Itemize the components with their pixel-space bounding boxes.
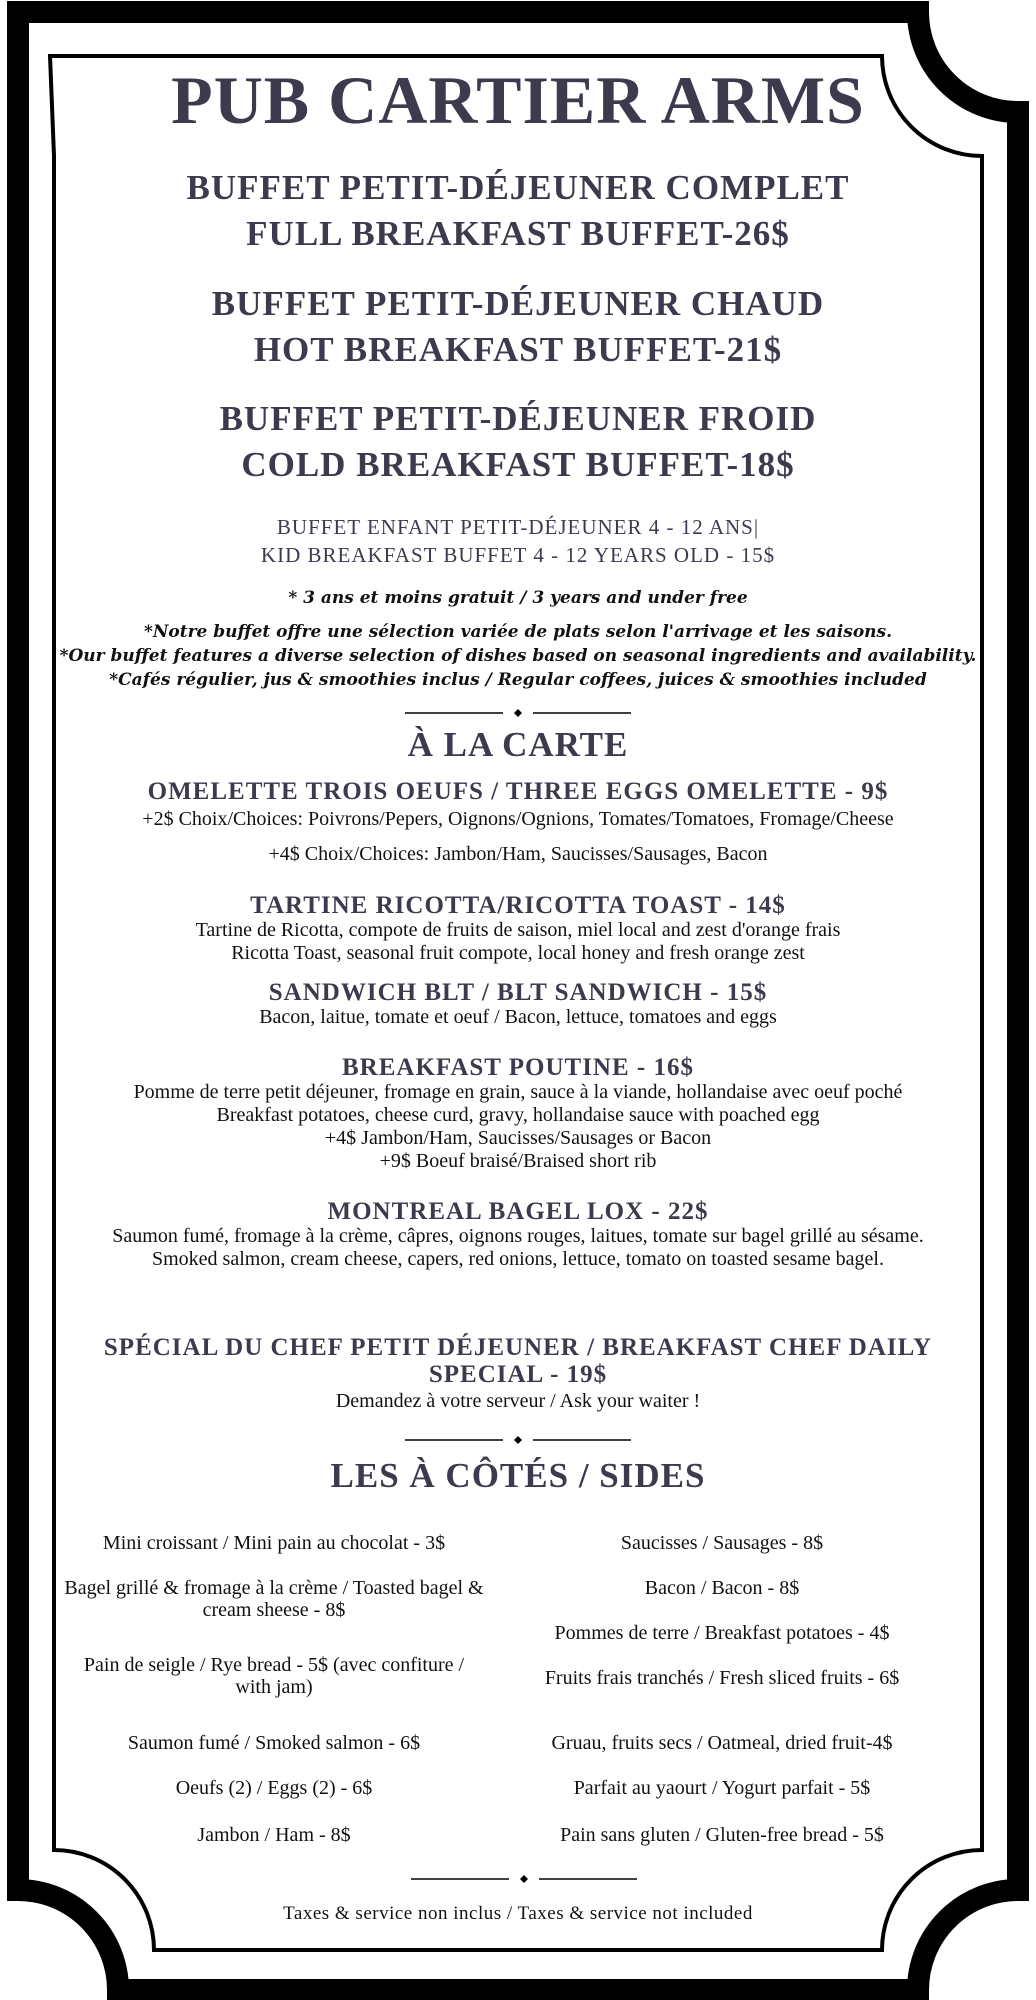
side-item: Mini croissant / Mini pain au chocolat - 3$ [102, 1532, 446, 1554]
menu-item-title: TARTINE RICOTTA/RICOTTA TOAST - 14$ [250, 892, 786, 919]
side-item: Fruits frais tranchés / Fresh sliced fruits - 6$ [544, 1667, 900, 1689]
menu-item-title: BREAKFAST POUTINE - 16$ [342, 1054, 694, 1081]
menu-item-blt [40, 979, 996, 1029]
side-item: Gruau, fruits secs / Oatmeal, dried fruit-4$ [551, 1732, 893, 1754]
side-item: Pommes de terre / Breakfast potatoes - 4$ [554, 1622, 890, 1644]
free-note: * 3 ans et moins gratuit / 3 years and under free [288, 588, 748, 608]
menu-item-desc: +9$ Boeuf braisé/Braised short rib [379, 1150, 657, 1172]
menu-item-title: OMELETTE TROIS OEUFS / THREE EGGS OMELETTE - 9$ [147, 778, 889, 805]
buffet-cold-en: COLD BREAKFAST BUFFET-18$ [241, 445, 795, 484]
menu-item-desc: Breakfast potatoes, cheese curd, gravy, hollandaise sauce with poached egg [216, 1104, 820, 1126]
footer-tax-note: Taxes & service non inclus / Taxes & service not included [283, 1903, 753, 1924]
menu-item-desc: Tartine de Ricotta, compote de fruits de saison, miel local and zest d'orange frais [195, 919, 841, 941]
menu-item-desc: Pomme de terre petit déjeuner, fromage en grain, sauce à la viande, hollandaise avec oeuf poché [133, 1081, 903, 1103]
buffet-note-line: *Our buffet features a diverse selection of dishes based on seasonal ingredients and availability. [59, 646, 977, 666]
side-item: Jambon / Ham - 8$ [197, 1824, 351, 1846]
buffet-complete-en: FULL BREAKFAST BUFFET-26$ [246, 214, 790, 253]
menu-item-desc: Saumon fumé, fromage à la crème, câpres, oignons rouges, laitues, tomate sur bagel grillé au sésame. [112, 1225, 924, 1247]
menu-item-desc: Demandez à votre serveur / Ask your waiter ! [335, 1390, 701, 1412]
buffet-cold [40, 396, 996, 488]
menu-item-title: MONTREAL BAGEL LOX - 22$ [327, 1198, 709, 1225]
kid-buffet-en: KID BREAKFAST BUFFET 4 - 12 YEARS OLD - 15$ [260, 543, 776, 567]
side-item: Saumon fumé / Smoked salmon - 6$ [127, 1732, 421, 1754]
buffet-complete-fr: BUFFET PETIT-DÉJEUNER COMPLET [186, 168, 850, 207]
buffet-cold-fr: BUFFET PETIT-DÉJEUNER FROID [219, 399, 817, 438]
menu-item-omelette [40, 778, 996, 866]
sides-heading: LES À CÔTÉS / SIDES [330, 1456, 706, 1495]
kid-buffet-fr: BUFFET ENFANT PETIT-DÉJEUNER 4 - 12 ANS| [276, 515, 760, 539]
buffet-complete [40, 165, 996, 257]
ornament-divider [405, 707, 631, 719]
kid-buffet [40, 513, 996, 569]
menu-item-chef-special [40, 1334, 996, 1413]
menu-item-title: SPÉCIAL DU CHEF PETIT DÉJEUNER / BREAKFAST CHEF DAILY SPECIAL - 19$ [103, 1334, 933, 1388]
menu-item-desc: Smoked salmon, cream cheese, capers, red onions, lettuce, tomato on toasted sesame bagel. [152, 1248, 884, 1270]
a-la-carte-heading: À LA CARTE [407, 725, 629, 764]
buffet-notes [40, 620, 996, 692]
ornament-divider [405, 1434, 631, 1446]
buffet-hot [40, 281, 996, 373]
menu-item-bagel-lox [40, 1198, 996, 1271]
side-item: Bacon / Bacon - 8$ [644, 1577, 800, 1599]
menu-item-title: SANDWICH BLT / BLT SANDWICH - 15$ [268, 979, 768, 1006]
side-item: Pain de seigle / Rye bread - 5$ (avec confiture / with jam) [83, 1654, 465, 1698]
menu-item-desc: +4$ Jambon/Ham, Saucisses/Sausages or Bacon [324, 1127, 712, 1149]
menu-item-desc: Bacon, laitue, tomate et oeuf / Bacon, lettuce, tomatoes and eggs [259, 1006, 777, 1028]
menu-item-ricotta-toast [40, 892, 996, 965]
buffet-hot-en: HOT BREAKFAST BUFFET-21$ [253, 330, 783, 369]
menu-item-poutine [40, 1054, 996, 1173]
side-item: Pain sans gluten / Gluten-free bread - 5$ [560, 1824, 884, 1846]
buffet-hot-fr: BUFFET PETIT-DÉJEUNER CHAUD [211, 284, 825, 323]
buffet-note-line: *Notre buffet offre une sélection variée de plats selon l'arrivage et les saisons. [143, 622, 893, 642]
side-item: Bagel grillé & fromage à la crème / Toasted bagel & cream sheese - 8$ [64, 1577, 484, 1621]
side-item: Parfait au yaourt / Yogurt parfait - 5$ [573, 1777, 871, 1799]
buffet-note-line: *Cafés régulier, jus & smoothies inclus / Regular coffees, juices & smoothies included [109, 670, 927, 690]
side-item: Oeufs (2) / Eggs (2) - 6$ [175, 1777, 373, 1799]
menu-item-desc: +4$ Choix/Choices: Jambon/Ham, Saucisses/Sausages, Bacon [268, 843, 768, 865]
side-item: Saucisses / Sausages - 8$ [620, 1532, 824, 1554]
menu-item-desc: +2$ Choix/Choices: Poivrons/Pepers, Oignons/Ognions, Tomates/Tomatoes, Fromage/Cheese [142, 808, 894, 830]
restaurant-name: PUB CARTIER ARMS [171, 62, 865, 138]
ornament-divider [411, 1873, 637, 1885]
menu-item-desc: Ricotta Toast, seasonal fruit compote, local honey and fresh orange zest [231, 942, 805, 964]
